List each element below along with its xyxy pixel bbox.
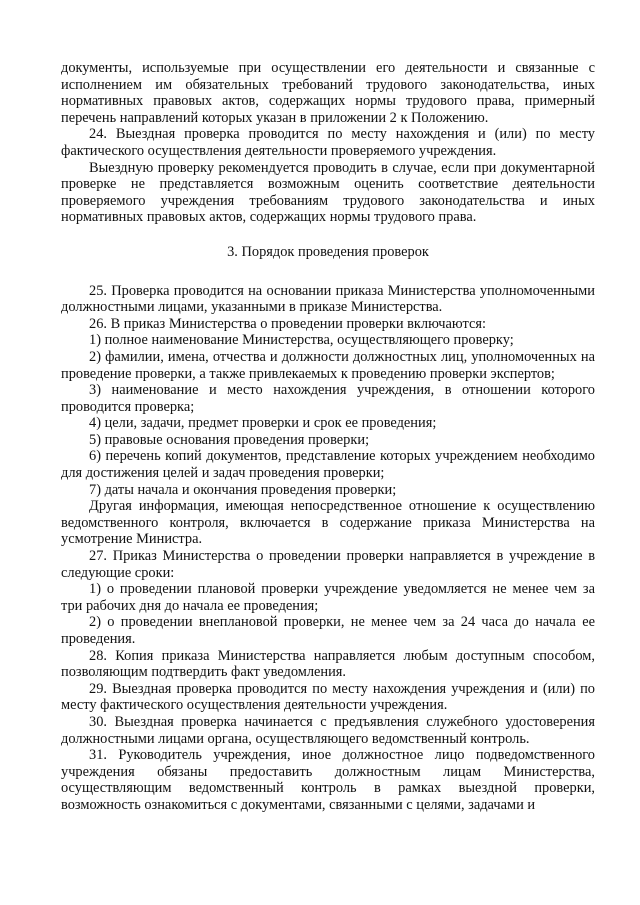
paragraph-28: 28. Копия приказа Министерства направляется любым доступным способом, позволяющим подтвердить факт уведомления. [61,647,595,681]
paragraph-other-info: Другая информация, имеющая непосредственное отношение к осуществлению ведомственного контроля, включается в содержание приказа Министерства на усмотрение Министра. [61,498,595,548]
paragraph-field-check: Выездную проверку рекомендуется проводить в случае, если при документарной проверке не представляется возможным оценить соответствие деятельности проверяемого учреждения требованиям трудового законодательства и иных нормативных правовых актов, содержащих нормы трудового права. [61,159,595,226]
list-item-26-1: 1) полное наименование Министерства, осуществляющего проверку; [89,332,514,349]
list-item-26-3: 3) наименование и место нахождения учреждения, в отношении которого проводится проверка; [61,382,595,415]
paragraph-25: 25. Проверка проводится на основании приказа Министерства уполномоченными должностными лицами, указанными в приказе Министерства. [61,282,595,316]
paragraph-26: 26. В приказ Министерства о проведении проверки включаются: [89,315,486,332]
list-item-27-2: 2) о проведении внеплановой проверки, не менее чем за 24 часа до начала ее проведения. [61,614,595,647]
paragraph-continuation: документы, используемые при осуществлении его деятельности и связанные с исполнением им обязательных требований трудового законодательства, иных нормативных правовых актов, содержащих нормы трудового права, примерный перечень направлений которых указан в приложении 2 к Положению. [61,60,595,126]
paragraph-30: 30. Выездная проверка начинается с предъявления служебного удостоверения должностными лицами органа, осуществляющего ведомственный контроль. [61,713,595,747]
list-item-26-2: 2) фамилии, имена, отчества и должности должностных лиц, уполномоченных на проведение проверки, а также привлекаемых к проведению проверки экспертов; [61,348,595,382]
list-item-26-6: 6) перечень копий документов, представление которых учреждением необходимо для достижения целей и задач проведения проверки; [61,448,595,482]
paragraph-27: 27. Приказ Министерства о проведении проверки направляется в учреждение в следующие сроки: [61,548,595,581]
list-item-26-4: 4) цели, задачи, предмет проверки и срок ее проведения; [89,415,437,432]
list-item-27-1: 1) о проведении плановой проверки учреждение уведомляется не менее чем за три рабочих дня до начала ее проведения; [61,581,595,614]
section-heading: 3. Порядок проведения проверок [227,243,429,260]
paragraph-31: 31. Руководитель учреждения, иное должностное лицо подведомственного учреждения обязаны предоставить должностным лицам Министерства, осуществляющим ведомственный контроль в рамках выездной проверки, возможность ознакомиться с документами, связанными с целями, задачами и [61,747,595,813]
paragraph-29: 29. Выездная проверка проводится по месту нахождения учреждения и (или) по месту фактического осуществления деятельности учреждения. [61,680,595,714]
list-item-26-7: 7) даты начала и окончания проведения проверки; [89,481,397,498]
paragraph-24: 24. Выездная проверка проводится по месту нахождения и (или) по месту фактического осуществления деятельности проверяемого учреждения. [61,126,595,159]
list-item-26-5: 5) правовые основания проведения проверки; [89,431,370,448]
document-body [61,60,595,814]
